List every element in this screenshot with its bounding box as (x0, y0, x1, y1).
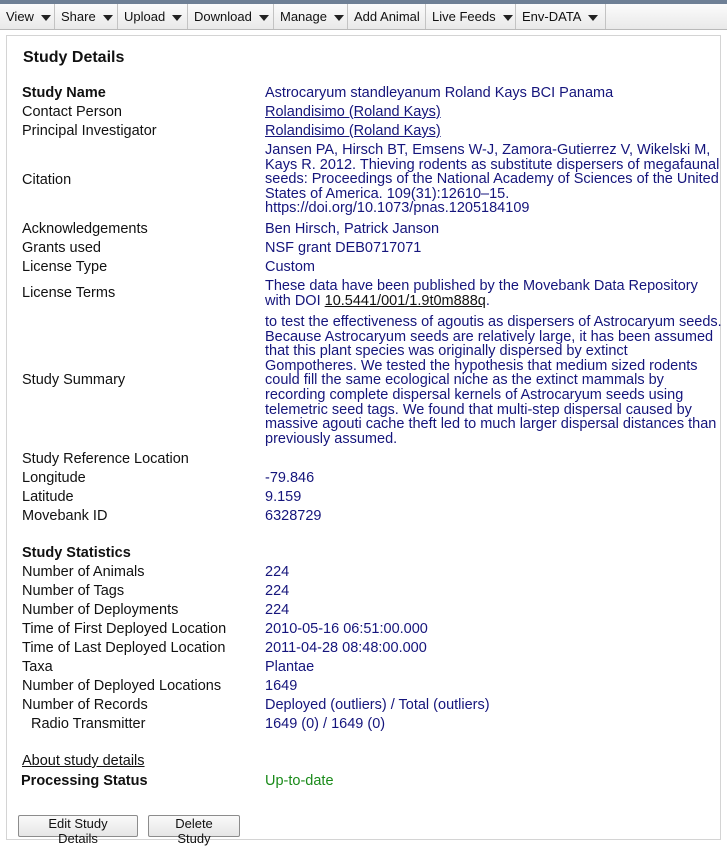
doi-link[interactable]: 10.5441/001/1.9t0m888q (324, 292, 486, 309)
menu-upload[interactable] (118, 4, 188, 29)
citation-value: Jansen PA, Hirsch BT, Emsens W-J, Zamora-Gutierrez V, Wikelski M, Kays R. 2012. Thieving rodents as substitute dispersers of megafaunal seeds: Proceedings of the National Academy of Sciences of the United States of America. 109(31):12610–15. https://doi.org/10.1073/pnas.1205184109 (265, 142, 720, 217)
animals-value: 224 (265, 564, 290, 580)
tags-label: Number of Tags (22, 583, 125, 599)
movebank-id-value: 6328729 (265, 508, 322, 524)
processing-status-value: Up-to-date (265, 773, 334, 789)
records-label: Number of Records (22, 697, 148, 713)
license-terms-text: These data have been published by the Movebank Data Repository with DOI (265, 278, 698, 309)
grants-used-value: NSF grant DEB0717071 (265, 240, 422, 256)
last-location-label: Time of Last Deployed Location (22, 640, 226, 656)
chevron-down-icon (334, 15, 344, 21)
edit-study-details-button[interactable]: Edit Study Details (18, 815, 138, 837)
study-statistics-heading: Study Statistics (22, 545, 131, 561)
acknowledgements-value: Ben Hirsch, Patrick Janson (265, 221, 440, 237)
radio-transmitter-label: Radio Transmitter (31, 716, 146, 732)
longitude-label: Longitude (22, 470, 86, 486)
reference-location-label: Study Reference Location (22, 451, 189, 467)
latitude-value: 9.159 (265, 489, 302, 505)
deployed-locations-label: Number of Deployed Locations (22, 678, 222, 694)
movebank-id-label: Movebank ID (22, 508, 108, 524)
chevron-down-icon (41, 15, 51, 21)
menu-add-animal-label: Add Animal (354, 9, 420, 24)
menu-view[interactable] (0, 4, 55, 29)
first-location-label: Time of First Deployed Location (22, 621, 227, 637)
chevron-down-icon (103, 15, 113, 21)
menu-download-label: Download (194, 9, 252, 24)
study-summary-value: to test the effectiveness of agoutis as dispersers of Astrocaryum seeds. Because Astrocaryum seeds are relatively large, it has been assumed that this plant species was originally dispersed by extinct Gompotheres. We tested the hypothesis that medium sized rodents could fill the same ecological niche as the extinct mammals by recording complete dispersal kernels of Astrocaryum seeds using telemetric seed tags. We found that multi-step dispersal caused by massive agouti cache theft led to much larger dispersal distances than previously assumed. (265, 314, 722, 447)
menu-env-data[interactable] (516, 4, 606, 29)
menu-env-data-label: Env-DATA (522, 9, 582, 24)
processing-status-label: Processing Status (21, 773, 148, 789)
chevron-down-icon (588, 15, 598, 21)
menu-manage-label: Manage (280, 9, 327, 24)
page-title: Study Details (23, 49, 125, 66)
menu-download[interactable] (188, 4, 274, 29)
menu-add-animal[interactable] (348, 4, 426, 29)
grants-used-label: Grants used (22, 240, 101, 256)
study-summary-label: Study Summary (22, 372, 126, 388)
study-name-label: Study Name (22, 85, 106, 101)
menu-share[interactable] (55, 4, 118, 29)
citation-label: Citation (22, 172, 72, 188)
first-location-value: 2010-05-16 06:51:00.000 (265, 621, 428, 637)
license-type-value: Custom (265, 259, 315, 275)
acknowledgements-label: Acknowledgements (22, 221, 148, 237)
contact-person-label: Contact Person (22, 104, 122, 120)
menu-share-label: Share (61, 9, 96, 24)
delete-study-button[interactable]: Delete Study (148, 815, 240, 837)
menu-live-feeds-label: Live Feeds (432, 9, 496, 24)
principal-investigator-link[interactable]: Rolandisimo (Roland Kays) (265, 123, 441, 139)
chevron-down-icon (503, 15, 513, 21)
deployments-value: 224 (265, 602, 290, 618)
chevron-down-icon (172, 15, 182, 21)
chevron-down-icon (259, 15, 269, 21)
menu-upload-label: Upload (124, 9, 166, 24)
latitude-label: Latitude (22, 489, 74, 505)
deployments-label: Number of Deployments (22, 602, 179, 618)
taxa-label: Taxa (22, 659, 53, 675)
animals-label: Number of Animals (22, 564, 145, 580)
longitude-value: -79.846 (265, 470, 315, 486)
radio-transmitter-value: 1649 (0) / 1649 (0) (265, 716, 386, 732)
menu-live-feeds[interactable] (426, 4, 516, 29)
license-terms-label: License Terms (22, 285, 116, 301)
menu-view-label: View (6, 9, 34, 24)
study-name-value: Astrocaryum standleyanum Roland Kays BCI Panama (265, 85, 614, 101)
menu-manage[interactable] (274, 4, 348, 29)
principal-investigator-label: Principal Investigator (22, 123, 157, 139)
last-location-value: 2011-04-28 08:48:00.000 (265, 640, 427, 656)
license-type-label: License Type (22, 259, 108, 275)
records-value: Deployed (outliers) / Total (outliers) (265, 697, 490, 713)
tags-value: 224 (265, 583, 290, 599)
menu-bar (0, 4, 727, 30)
license-terms-suffix: . (485, 292, 490, 309)
license-terms-value (265, 279, 723, 308)
contact-person-link[interactable]: Rolandisimo (Roland Kays) (265, 104, 441, 120)
taxa-value: Plantae (265, 659, 315, 675)
about-study-details-link[interactable]: About study details (22, 753, 145, 769)
deployed-locations-value: 1649 (265, 678, 298, 694)
